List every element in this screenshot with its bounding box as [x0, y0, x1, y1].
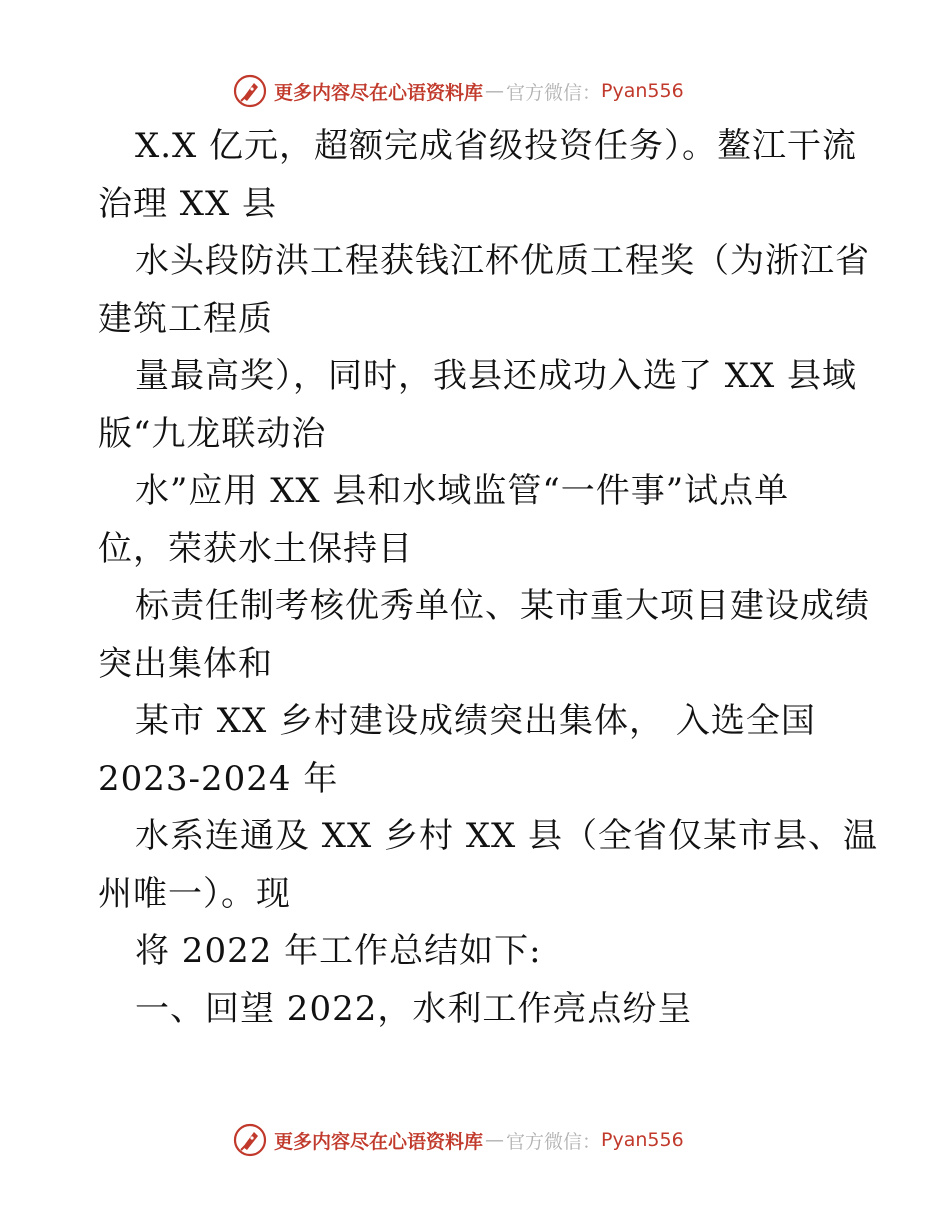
- text-line: 2023-2024 年: [98, 758, 339, 799]
- text-line: 州唯一）。现: [98, 873, 291, 914]
- text-line: 量最高奖），同时，我县还成功入选了 XX 县域: [135, 356, 858, 396]
- header-watermark: [232, 73, 684, 109]
- text-line: 水系连通及 XX 乡村 XX 县（全省仅某市县、温: [135, 816, 879, 856]
- text-line: 水”应用 XX 县和水域监管“一件事”试点单: [135, 471, 790, 511]
- text-line: 建筑工程质: [98, 298, 273, 339]
- watermark-label: 官方微信：: [506, 81, 602, 104]
- text-line: 突出集体和: [98, 643, 273, 684]
- text-line: 治理 XX 县: [98, 183, 278, 224]
- footer-watermark: [232, 1122, 684, 1158]
- watermark-brand: 更多内容尽在心语资料库: [274, 1130, 484, 1153]
- pen-nib-logo-icon: [232, 1122, 268, 1158]
- watermark-label: 官方微信：: [506, 1130, 602, 1153]
- section-heading: 一、回望 2022，水利工作亮点纷呈: [135, 988, 693, 1029]
- text-line: X.X 亿元，超额完成省级投资任务）。鳌江干流: [135, 126, 858, 166]
- watermark-id: Pyan556: [601, 80, 684, 102]
- text-line: 位，荣获水土保持目: [98, 528, 413, 569]
- text-line: 版“九龙联动治: [98, 413, 327, 454]
- watermark-separator: —: [485, 80, 505, 102]
- text-line: 水头段防洪工程获钱江杯优质工程奖（为浙江省: [135, 241, 870, 281]
- text-line: 将 2022 年工作总结如下:: [135, 931, 542, 971]
- text-line: 某市 XX 乡村建设成绩突出集体， 入选全国: [135, 701, 816, 741]
- text-line: 标责任制考核优秀单位、某市重大项目建设成绩: [135, 586, 870, 626]
- watermark-separator: —: [485, 1129, 505, 1151]
- pen-nib-logo-icon: [232, 73, 268, 109]
- document-body: [98, 118, 879, 1038]
- watermark-brand: 更多内容尽在心语资料库: [274, 81, 484, 104]
- watermark-id: Pyan556: [601, 1129, 684, 1151]
